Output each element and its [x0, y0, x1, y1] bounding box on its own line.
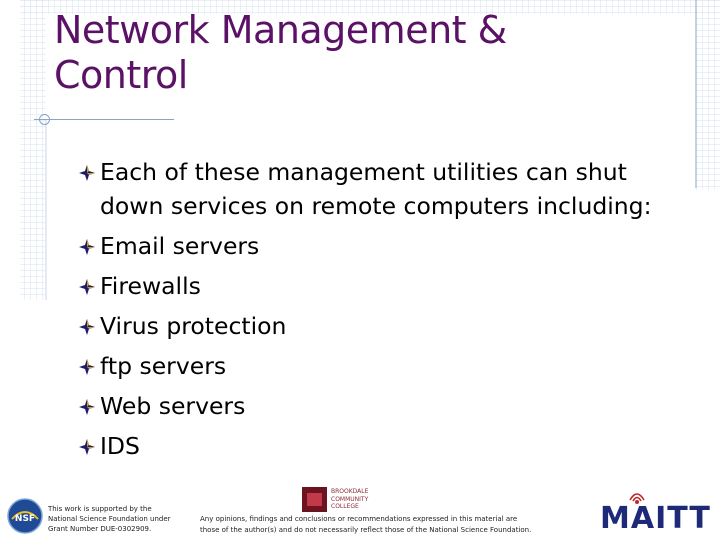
- maitt-logo: [596, 488, 718, 538]
- title-underline: [34, 119, 174, 120]
- bullet-text: Virus protection: [100, 312, 287, 340]
- bullet-text: Each of these management utilities can shut down services on remote computers including:: [100, 158, 652, 220]
- bullet-text: IDS: [100, 432, 140, 460]
- bullet-item: [78, 309, 668, 343]
- diamond-star-icon: [78, 358, 96, 376]
- bullet-text: ftp servers: [100, 352, 227, 380]
- bullet-item: [78, 429, 668, 463]
- slide-title: Network Management & Control: [54, 8, 507, 97]
- bullet-item: [78, 229, 668, 263]
- nsf-logo-text: NSF: [14, 514, 36, 524]
- diamond-star-icon: [78, 164, 96, 182]
- brookdale-logo: [302, 486, 392, 514]
- bullet-text: Web servers: [100, 392, 246, 420]
- nsf-support-note: [48, 504, 188, 534]
- bullet-item: [78, 389, 668, 423]
- brookdale-logo-text: BROOKDALE COMMUNITY COLLEGE: [331, 488, 369, 510]
- nsf-note-line: National Science Foundation under: [48, 515, 171, 523]
- diamond-star-icon: [78, 438, 96, 456]
- diamond-star-icon: [78, 398, 96, 416]
- maitt-logo-text: MAITT: [600, 501, 711, 536]
- disclaimer-line: Any opinions, findings and conclusions or recommendations expressed in this material are: [200, 515, 518, 523]
- bullet-text: Firewalls: [100, 272, 201, 300]
- bullet-text: Email servers: [100, 232, 260, 260]
- diamond-star-icon: [78, 318, 96, 336]
- title-ring-ornament: [39, 114, 50, 125]
- nsf-note-line: This work is supported by the: [48, 505, 152, 513]
- diamond-star-icon: [78, 278, 96, 296]
- nsf-disclaimer: [200, 514, 560, 536]
- nsf-note-line: Grant Number DUE-0302909.: [48, 525, 152, 533]
- disclaimer-line: those of the author(s) and do not necessarily reflect those of the National Science Foundation.: [200, 526, 532, 534]
- bullet-item: [78, 155, 668, 223]
- bullet-item: [78, 269, 668, 303]
- bullet-item: [78, 349, 668, 383]
- nsf-logo: [6, 497, 44, 535]
- bullet-list: [78, 155, 668, 469]
- diamond-star-icon: [78, 238, 96, 256]
- brookdale-mark-icon: [302, 487, 327, 512]
